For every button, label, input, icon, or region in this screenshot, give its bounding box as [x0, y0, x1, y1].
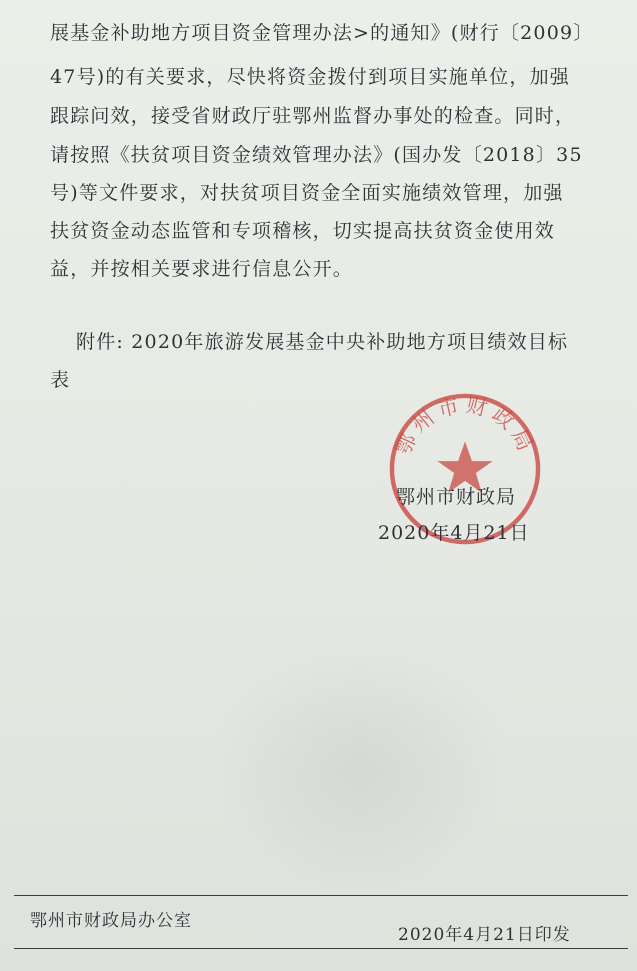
footer-rule-bottom — [14, 948, 628, 949]
body-line-5: 号)等文件要求，对扶贫项目资金全面实施绩效管理，加强 — [50, 182, 564, 204]
shadow-area — [210, 640, 510, 900]
body-line-6: 扶贫资金动态监管和专项稽核，切实提高扶贫资金使用效 — [50, 220, 556, 242]
body-line-2: 47号)的有关要求，尽快将资金拨付到项目实施单位，加强 — [50, 66, 570, 88]
footer-office: 鄂州市财政局办公室 — [30, 911, 192, 931]
body-line-1: 展基金补助地方项目资金管理办法>的通知》(财行〔2009〕 — [50, 22, 594, 44]
footer-print-date: 2020年4月21日印发 — [398, 925, 571, 945]
svg-text:鄂州市财政局: 鄂州市财政局 — [390, 392, 540, 459]
body-line-3: 跟踪问效，接受省财政厅驻鄂州监督办事处的检查。同时， — [50, 105, 576, 127]
footer-rule-top — [14, 895, 628, 896]
body-line-7: 益，并按相关要求进行信息公开。 — [50, 258, 354, 280]
issuer-name: 鄂州市财政局 — [396, 486, 517, 508]
issue-date: 2020年4月21日 — [378, 522, 530, 544]
attachment-line-2: 表 — [50, 369, 71, 391]
body-line-4: 请按照《扶贫项目资金绩效管理办法》(国办发〔2018〕35 — [50, 144, 583, 166]
attachment-line-1: 附件: 2020年旅游发展基金中央补助地方项目绩效目标 — [76, 331, 569, 353]
